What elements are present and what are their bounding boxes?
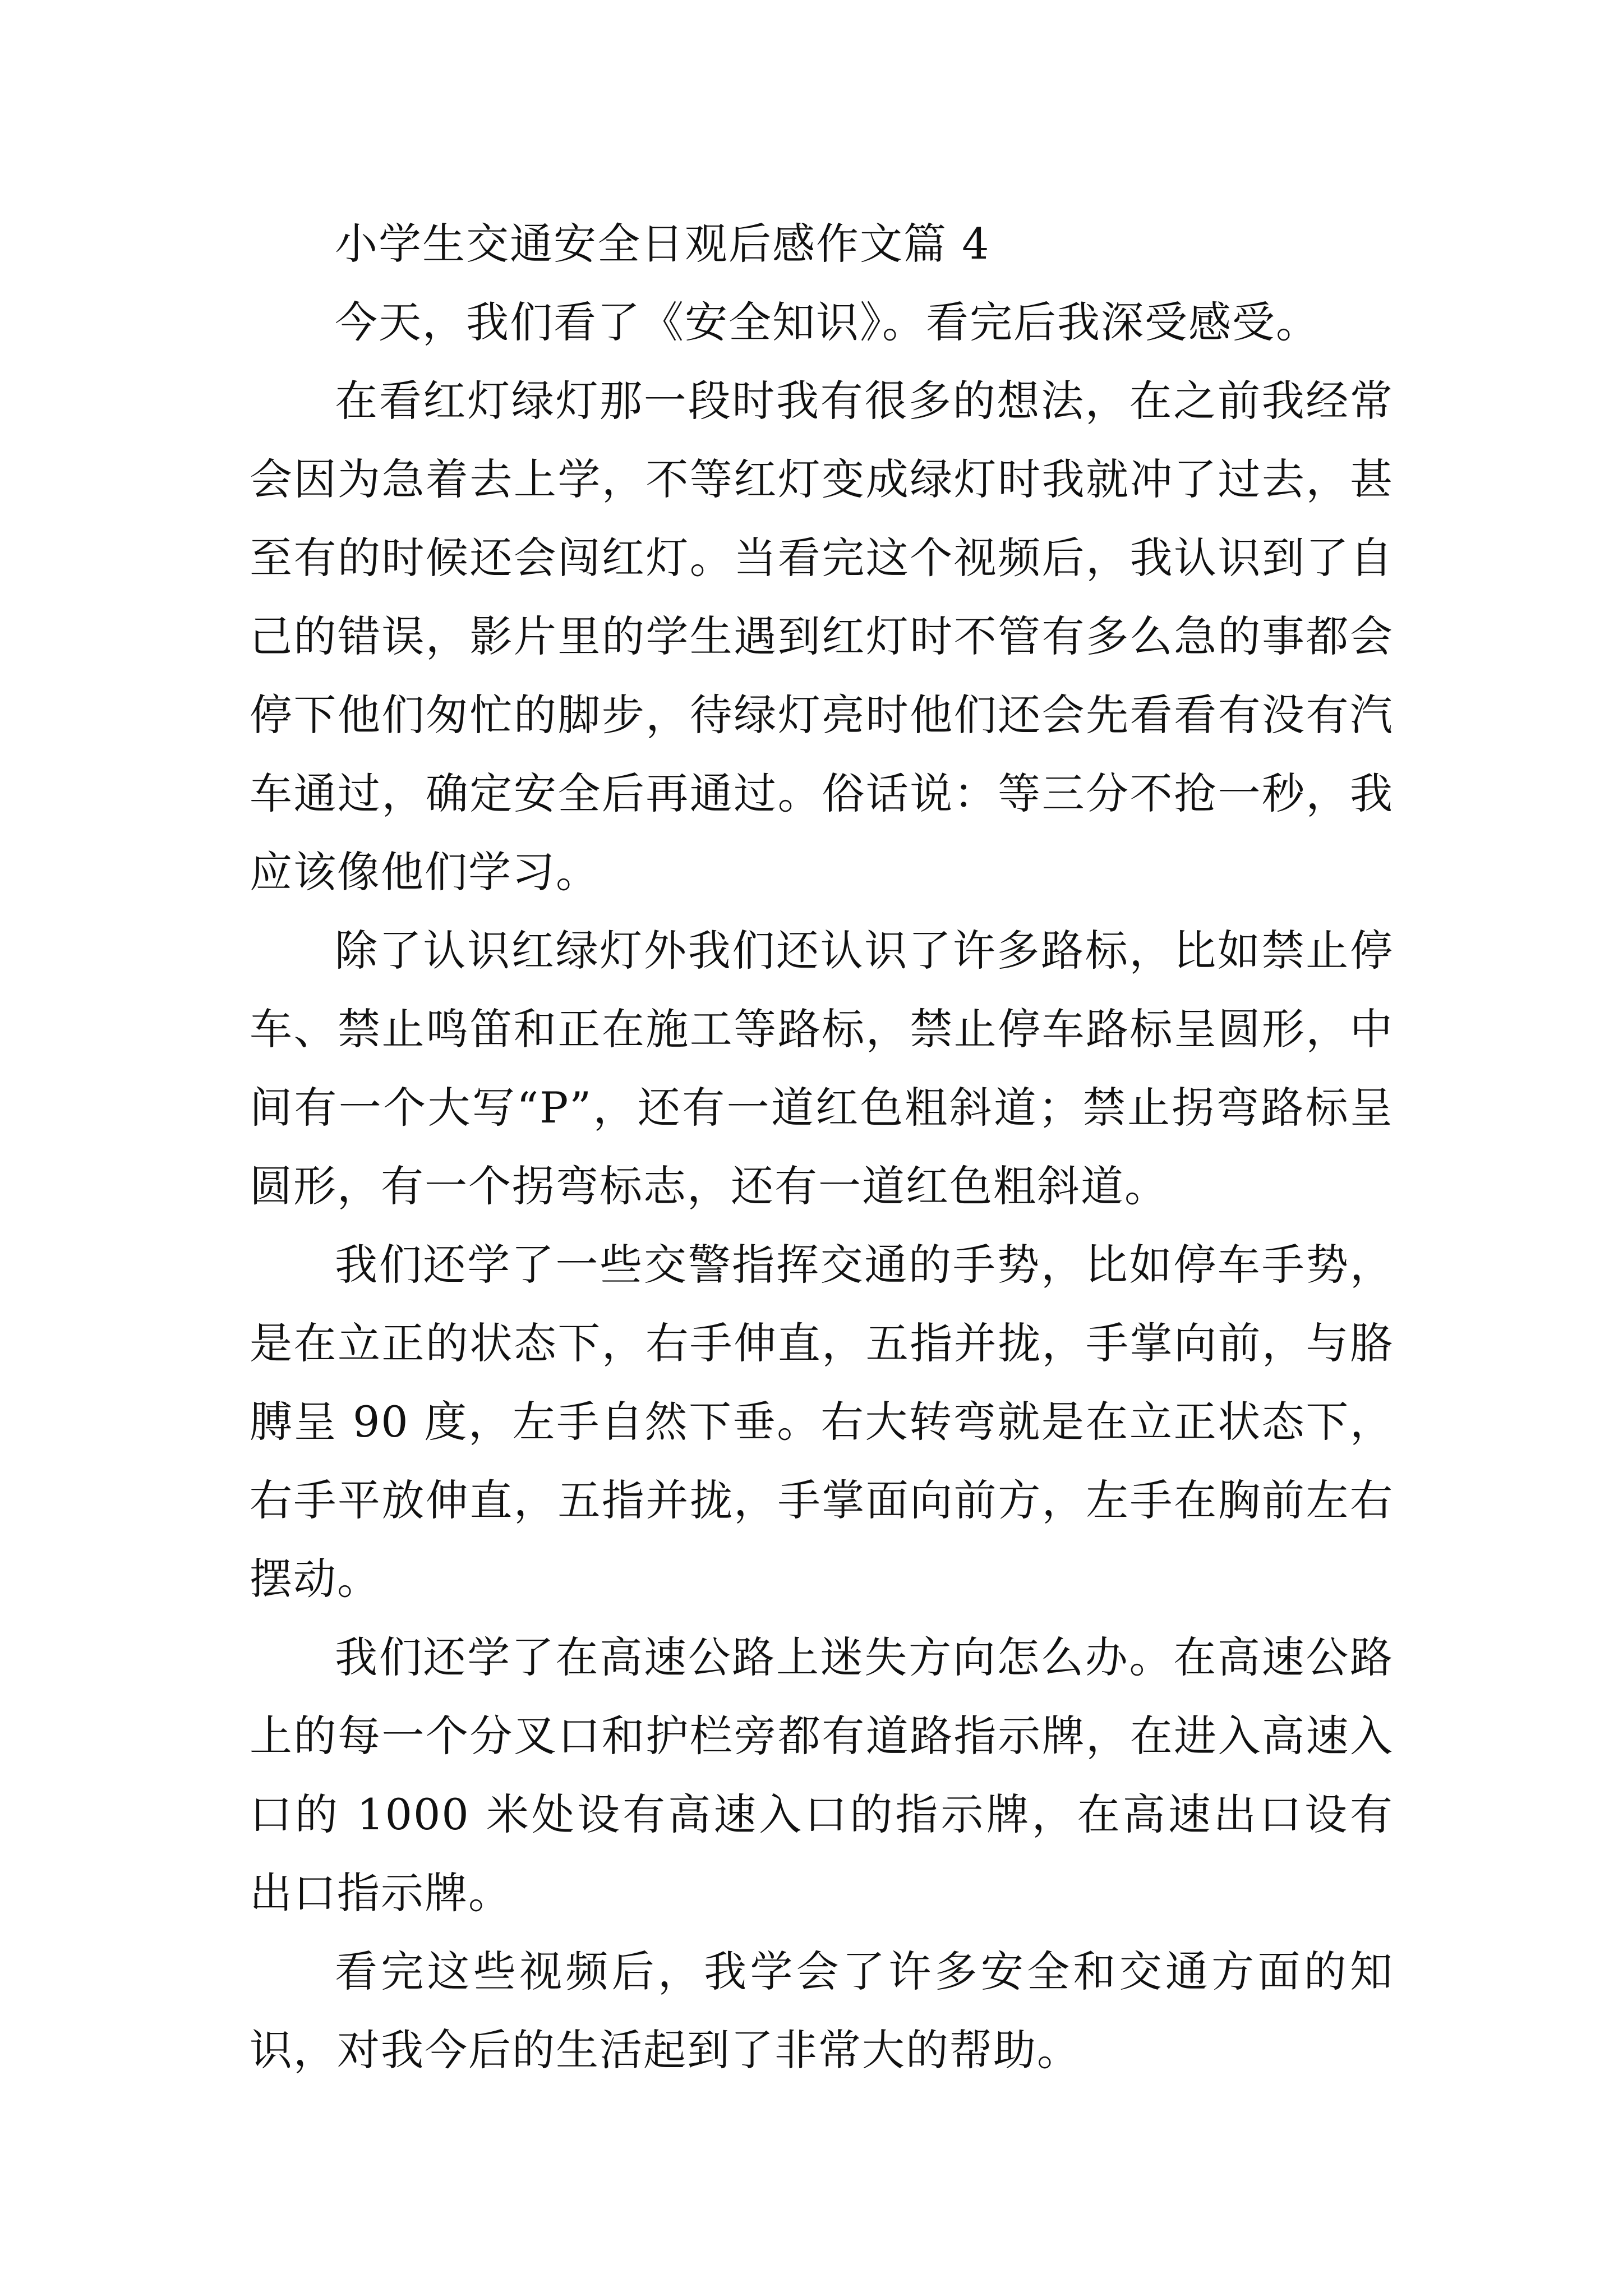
paragraph: 在看红灯绿灯那一段时我有很多的想法，在之前我经常会因为急着去上学，不等红灯变成绿灯时我就冲了过去，甚至有的时候还会闯红灯。当看完这个视频后，我认识到了自己的错误，影片里的学生遇到红灯时不管有多么急的事都会停下他们匆忙的脚步，待绿灯亮时他们还会先看看有没有汽车通过，确定安全后再通过。俗话说：等三分不抢一秒，我应该像他们学习。 xyxy=(250,376,1394,897)
paragraph: 我们还学了在高速公路上迷失方向怎么办。在高速公路上的每一个分叉口和护栏旁都有道路指示牌，在进入高速入口的 1000 米处设有高速入口的指示牌，在高速出口设有出口指示牌。 xyxy=(250,1632,1394,1918)
paragraph: 今天，我们看了《安全知识》。看完后我深受感受。 xyxy=(335,297,1320,347)
article-body xyxy=(250,205,1394,2090)
paragraph: 看完这些视频后，我学会了许多安全和交通方面的知识，对我今后的生活起到了非常大的帮助。 xyxy=(250,1947,1394,2075)
article-title: 小学生交通安全日观后感作文篇 4 xyxy=(335,219,990,269)
paragraph: 除了认识红绿灯外我们还认识了许多路标，比如禁止停车、禁止鸣笛和正在施工等路标，禁止停车路标呈圆形，中间有一个大写“P”，还有一道红色粗斜道；禁止拐弯路标呈圆形，有一个拐弯标志，还有一道红色粗斜道。 xyxy=(250,926,1394,1211)
paragraph: 我们还学了一些交警指挥交通的手势，比如停车手势，是在立正的状态下，右手伸直，五指并拢，手掌向前，与胳膊呈 90 度，左手自然下垂。右大转弯就是在立正状态下，右手平放伸直，五指并拢，手掌面向前方，左手在胸前左右摆动。 xyxy=(250,1240,1394,1604)
